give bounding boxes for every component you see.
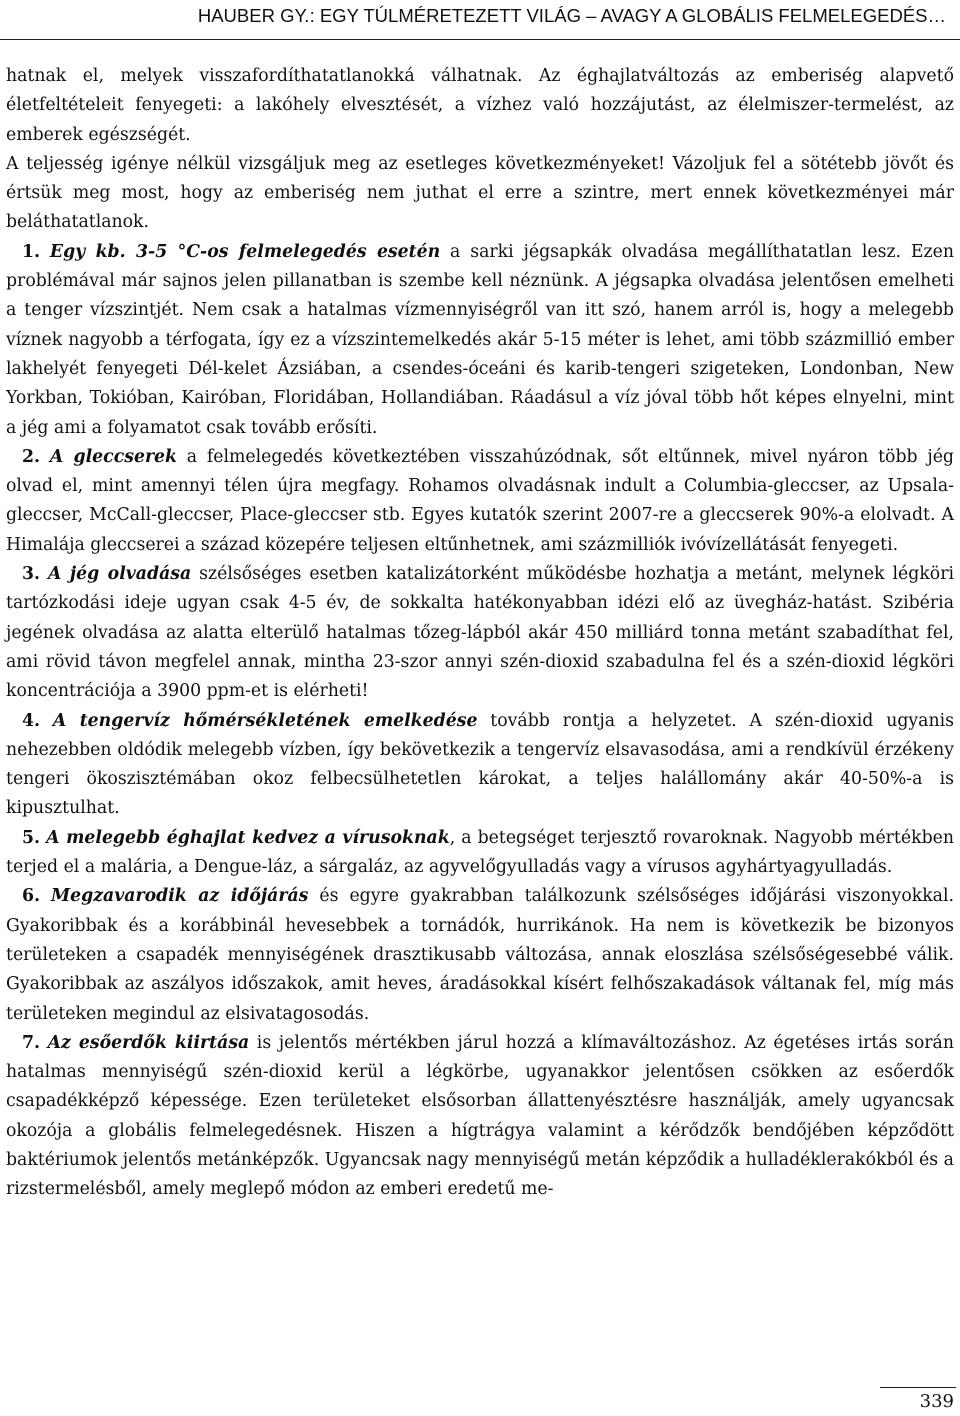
item-lead: Egy kb. 3-5 °C-os felmelegedés esetén [49, 241, 441, 262]
body-text [6, 62, 954, 1205]
page-number: 339 [919, 1391, 954, 1412]
item-text: , a betegséget terjesztő rovaroknak. Nagyobb mértékben terjed el a malária, a Dengue-láz, a sárgaláz, az agyvelőgyulladás vagy a vírusos agyhártyagyulladás. [6, 827, 954, 878]
item-number: 2. [22, 446, 41, 467]
item-text: szélsőséges esetben katalizátorként működésbe hozhatja a metánt, melynek légköri tartózkodási ideje ugyan csak 4-5 év, de sokkalta hatékonyabban idézi elő az üvegház-hatást. Szibéria jegének olvadása az alatta elterülő hatalmas tőzeg-lápból akár 450 milliárd tonna metánt szabadíthat fel, ami rövid távon megfelel annak, mintha 23-szor annyi szén-dioxid szabadulna fel és a szén-dioxid légköri koncentrációja a 3900 ppm-et is elérheti! [6, 564, 954, 702]
footer-rule [880, 1387, 956, 1388]
list-item-2 [6, 443, 954, 560]
item-number: 1. [22, 241, 41, 262]
list-item-4 [6, 707, 954, 824]
item-lead: A gleccserek [49, 446, 178, 467]
list-item-3 [6, 560, 954, 706]
item-number: 3. [22, 564, 41, 585]
item-lead: Megzavarodik az időjárás [51, 886, 309, 907]
item-number: 5. [22, 827, 41, 848]
list-item-7 [6, 1029, 954, 1205]
item-number: 6. [22, 886, 41, 907]
item-number: 4. [22, 710, 41, 731]
intro-paragraph-2: A teljesség igénye nélkül vizsgáljuk meg az esetleges következményeket! Vázoljuk fel a sötétebb jövőt és értsük meg most, hogy az emberiség nem juthat el erre a szintre, mert ennek következményei már beláthatatlanok. [6, 153, 954, 233]
running-header [0, 0, 960, 40]
item-lead: Az esőerdők kiirtása [47, 1032, 250, 1053]
item-text: és egyre gyakrabban találkozunk szélsőséges időjárási viszonyokkal. Gyakoribbak és a korábbinál hevesebbek a tornádók, hurrikánok. Ha nem is következik be bizonyos területeken a csapadék mennyiségének drasztikusabb változása, annak eloszlása szélsőségesebbé válik. Gyakoribbak az aszályos időszakok, amit heves, áradásokkal kísért felhőszakadások váltanak fel, míg más területeken megindul az elsivatagosodás. [6, 886, 954, 1024]
list-item-5 [6, 824, 954, 883]
running-title: HAUBER GY.: EGY TÚLMÉRETEZETT VILÁG – AVAGY A GLOBÁLIS FELMELEGEDÉS… [197, 5, 946, 26]
item-lead: A melegebb éghajlat kedvez a vírusoknak [46, 827, 450, 848]
item-text: a felmelegedés következtében visszahúzódnak, sőt eltűnnek, mivel nyáron több jég olvad el, mint amennyi télen újra megfagy. Rohamos olvadásnak indult a Columbia-gleccser, az Upsala-gleccser, McCall-gleccser, Place-gleccser stb. Egyes kutatók szerint 2007-re a gleccserek 90%-a elolvadt. A Himalája gleccserei a század közepére teljesen eltűnhetnek, ami százmilliók ivóvízellátását fenyegeti. [6, 446, 954, 555]
list-item-1 [6, 238, 954, 443]
item-text: tovább rontja a helyzetet. A szén-dioxid ugyanis nehezebben oldódik melegebb vízben, így bekövetkezik a tengervíz elsavasodása, ami a rendkívül érzékeny tengeri ökoszisztémában okoz felbecsülhetetlen károkat, a teljes halállomány akár 40-50%-a is kipusztulhat. [6, 710, 954, 819]
item-text: is jelentős mértékben járul hozzá a klímaváltozáshoz. Az égetéses irtás során hatalmas mennyiségű szén-dioxid kerül a légkörbe, ugyanakkor jelentősen csökken az esőerdők csapadékképző képessége. Ezen területeket elsősorban állattenyésztésre használják, amely ugyancsak okozója a globális felmelegedésnek. Hiszen a hígtrágya valamint a kérődzők bendőjében képződött baktériumok jelentős metánképzők. Ugyancsak nagy mennyiségű metán képződik a hulladéklerakókból és a rizstermelésből, amely meglepő módon az emberi eredetű me- [6, 1032, 954, 1200]
intro-paragraph: hatnak el, melyek visszafordíthatatlanokká válhatnak. Az éghajlatváltozás az emberiség alapvető életfeltételeit fenyegeti: a lakóhely elvesztését, a vízhez való hozzájutást, az élelmiszer-termelést, az emberek egészségét. [6, 66, 954, 145]
item-number: 7. [22, 1032, 41, 1053]
item-text: a sarki jégsapkák olvadása megállíthatatlan lesz. Ezen problémával már sajnos jelen pillanatban is szembe kell néznünk. A jégsapka olvadása jelentősen emelheti a tenger vízszintjét. Nem csak a hatalmas vízmennyiségről van itt szó, hanem arról is, hogy a melegebb víznek nagyobb a térfogata, így ez a vízszintemelkedés akár 5-15 méter is lehet, ami több százmillió ember lakhelyét fenyegeti Dél-kelet Ázsiában, a csendes-óceáni és karib-tengeri szigeteken, Londonban, New Yorkban, Tokióban, Kairóban, Floridában, Hollandiában. Ráadásul a víz jóval több hőt képes elnyelni, mint a jég ami a folyamatot csak tovább erősíti. [6, 241, 954, 438]
item-lead: A jég olvadása [48, 564, 192, 585]
list-item-6 [6, 882, 954, 1028]
item-lead: A tengervíz hőmérsékletének emelkedése [52, 710, 478, 731]
